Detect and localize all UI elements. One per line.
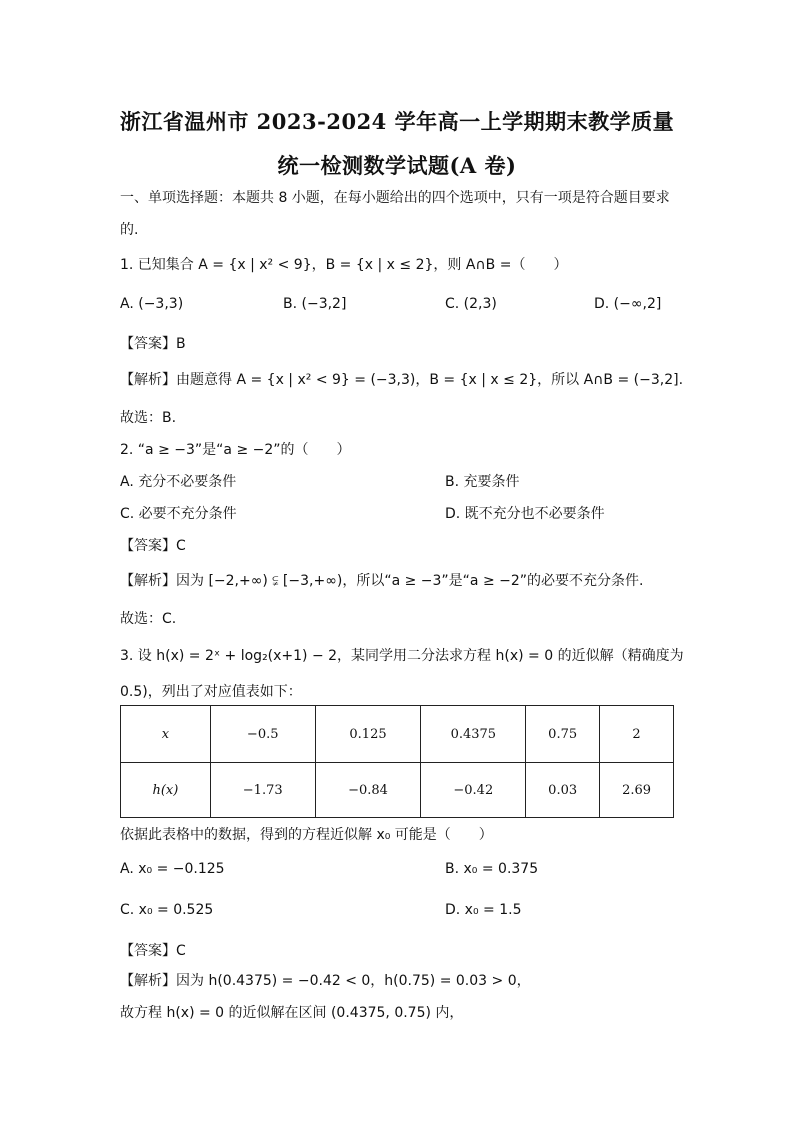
table-cell: −0.84: [315, 763, 421, 818]
q3-after-table: 依据此表格中的数据，得到的方程近似解 x₀ 可能是（ ）: [120, 827, 493, 843]
table-cell: 0.4375: [421, 706, 526, 763]
q3-option-c: C. x₀ = 0.525: [120, 902, 214, 918]
q3-option-b: B. x₀ = 0.375: [445, 861, 539, 877]
table-cell: 0.03: [526, 763, 600, 818]
q2-answer: 【答案】C: [120, 538, 186, 554]
q1-option-b: B. (−3,2]: [283, 296, 347, 312]
q3-analysis-line-2: 故方程 h(x) = 0 的近似解在区间 (0.4375, 0.75) 内，: [120, 1005, 464, 1021]
document-title-line-1: 浙江省温州市 2023-2024 学年高一上学期期末教学质量: [119, 109, 675, 134]
value-table: [120, 705, 674, 818]
table-cell: −1.73: [210, 763, 315, 818]
q1-answer: 【答案】B: [120, 336, 186, 352]
table-cell: 2.69: [600, 763, 674, 818]
q2-option-c: C. 必要不充分条件: [120, 506, 237, 522]
section-heading: 一、单项选择题：本题共 8 小题，在每小题给出的四个选项中，只有一项是符合题目要求: [120, 190, 670, 206]
table-row: [121, 763, 674, 818]
q1-option-c: C. (2,3): [445, 296, 497, 312]
q1-option-a: A. (−3,3): [120, 296, 184, 312]
q2-conclusion: 故选：C.: [120, 611, 177, 627]
table-cell: 2: [600, 706, 674, 763]
table-cell: 0.125: [315, 706, 421, 763]
table-cell: −0.5: [210, 706, 315, 763]
table-row-header-hx: h(x): [121, 763, 211, 818]
q1-option-d: D. (−∞,2]: [594, 296, 662, 312]
q3-analysis-line-1: 【解析】因为 h(0.4375) = −0.42 < 0，h(0.75) = 0.03 > 0，: [120, 973, 531, 989]
document-title-line-2: 统一检测数学试题(A 卷): [277, 153, 517, 178]
table-cell: −0.42: [421, 763, 526, 818]
table-row: [121, 706, 674, 763]
q1-conclusion: 故选：B.: [120, 410, 177, 426]
q3-option-a: A. x₀ = −0.125: [120, 861, 225, 877]
q3-stem-line-2: 0.5)，列出了对应值表如下：: [120, 684, 302, 700]
q2-analysis: 【解析】因为 [−2,+∞) ⫋ [−3,+∞)，所以“a ≥ −3”是“a ≥ −2”的必要不充分条件.: [120, 573, 644, 589]
table-row-header-x: x: [121, 706, 211, 763]
q1-stem: 1. 已知集合 A = {x | x² < 9}，B = {x | x ≤ 2}，则 A∩B =（ ）: [120, 257, 568, 273]
q2-stem: 2. “a ≥ −3”是“a ≥ −2”的（ ）: [120, 442, 351, 458]
q3-option-d: D. x₀ = 1.5: [445, 902, 522, 918]
q1-analysis: 【解析】由题意得 A = {x | x² < 9} = (−3,3)，B = {x | x ≤ 2}，所以 A∩B = (−3,2].: [120, 372, 684, 388]
q2-option-a: A. 充分不必要条件: [120, 474, 237, 490]
q3-stem-line-1: 3. 设 h(x) = 2ˣ + log₂(x+1) − 2，某同学用二分法求方程 h(x) = 0 的近似解（精确度为: [120, 648, 684, 664]
q3-answer: 【答案】C: [120, 943, 186, 959]
table-cell: 0.75: [526, 706, 600, 763]
q2-option-d: D. 既不充分也不必要条件: [445, 506, 605, 522]
q2-option-b: B. 充要条件: [445, 474, 520, 490]
section-heading-continued: 的.: [120, 222, 139, 238]
